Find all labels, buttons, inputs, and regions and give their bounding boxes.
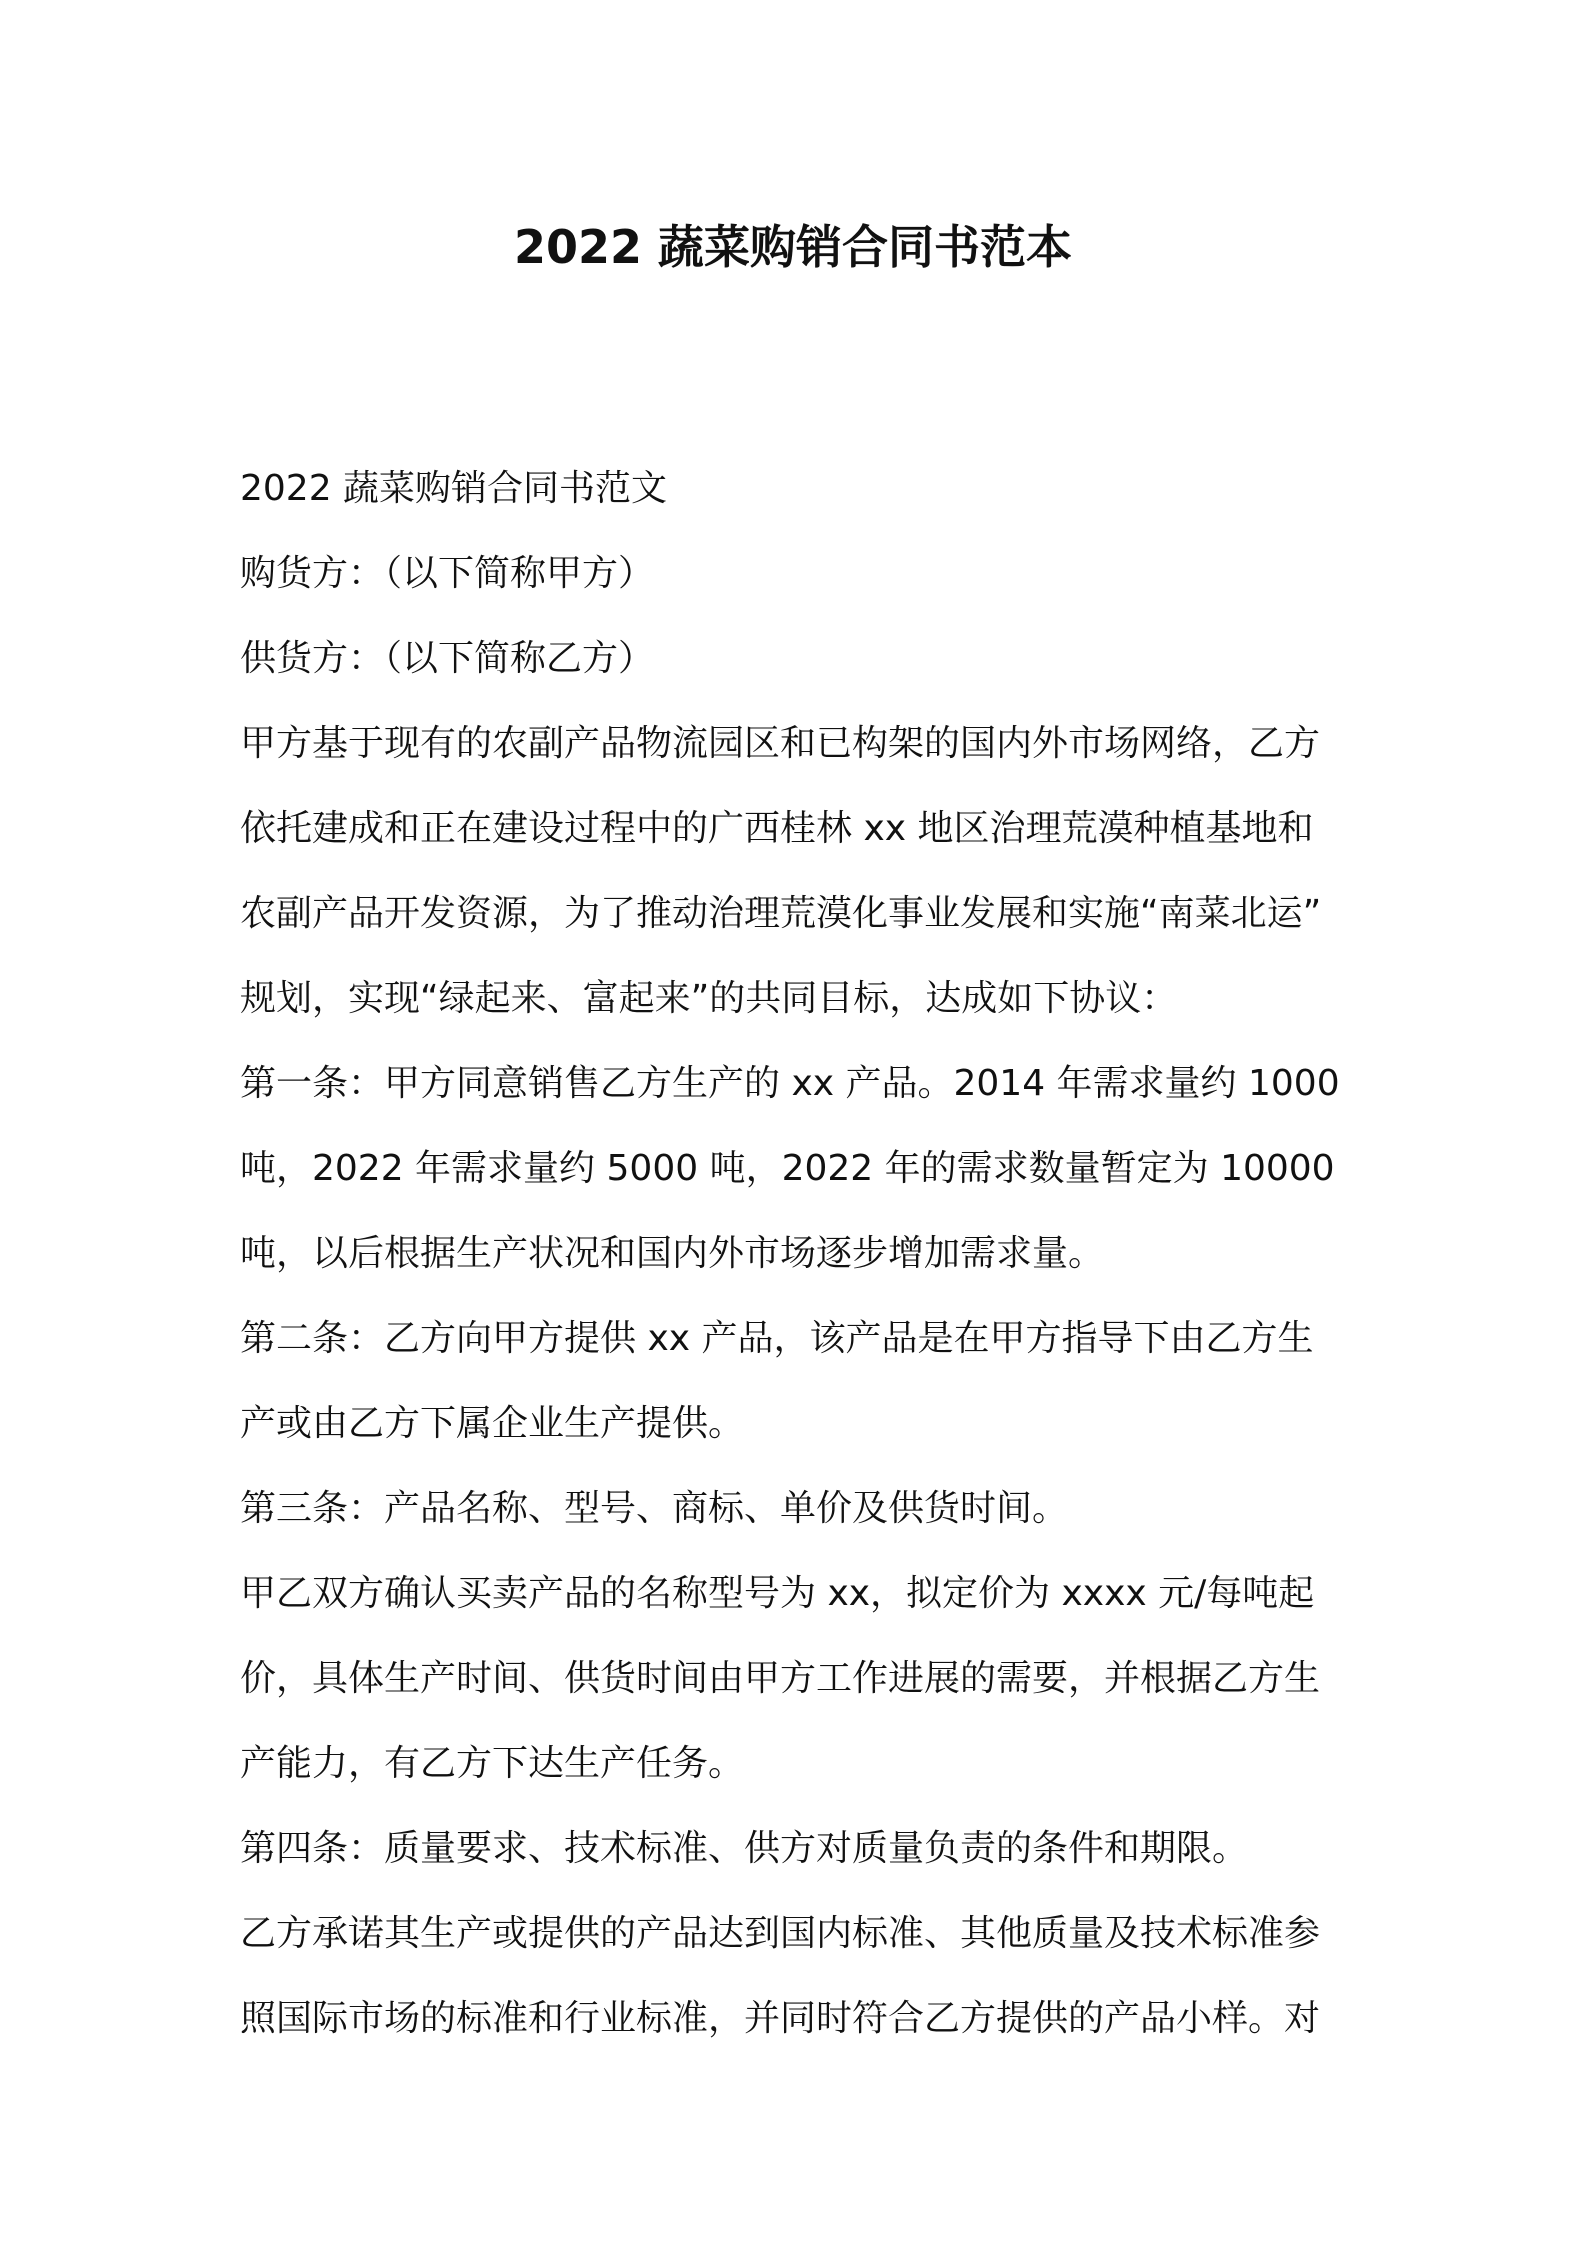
preamble-line: 规划，实现“绿起来、富起来”的共同目标，达成如下协议： xyxy=(240,978,1178,1019)
supplier-line: 供货方：（以下简称乙方） xyxy=(240,638,655,679)
document-title: 2022 蔬菜购销合同书范本 xyxy=(513,220,1073,274)
doc-subtitle: 2022 蔬菜购销合同书范文 xyxy=(240,468,668,509)
preamble-line: 农副产品开发资源，为了推动治理荒漠化事业发展和实施“南菜北运” xyxy=(240,893,1322,934)
article-3-line: 价，具体生产时间、供货时间由甲方工作进展的需要，并根据乙方生 xyxy=(240,1658,1321,1699)
article-1-line: 吨，2022 年需求量约 5000 吨，2022 年的需求数量暂定为 10000 xyxy=(240,1148,1335,1189)
article-2-line: 第二条：乙方向甲方提供 xx 产品，该产品是在甲方指导下由乙方生 xyxy=(240,1318,1314,1359)
article-4-line: 照国际市场的标准和行业标准，并同时符合乙方提供的产品小样。对 xyxy=(240,1998,1321,2039)
article-1-line: 第一条：甲方同意销售乙方生产的 xx 产品。2014 年需求量约 1000 xyxy=(240,1063,1340,1104)
article-3-heading: 第三条：产品名称、型号、商标、单价及供货时间。 xyxy=(240,1488,1069,1529)
article-3-line: 甲乙双方确认买卖产品的名称型号为 xx，拟定价为 xxxx 元/每吨起 xyxy=(240,1573,1315,1614)
preamble-line: 甲方基于现有的农副产品物流园区和已构架的国内外市场网络，乙方 xyxy=(240,723,1321,764)
document-body xyxy=(240,446,1360,2061)
buyer-line: 购货方：（以下简称甲方） xyxy=(240,553,655,594)
article-4-heading: 第四条：质量要求、技术标准、供方对质量负责的条件和期限。 xyxy=(240,1828,1249,1869)
article-4-line: 乙方承诺其生产或提供的产品达到国内标准、其他质量及技术标准参 xyxy=(240,1913,1321,1954)
article-3-line: 产能力，有乙方下达生产任务。 xyxy=(240,1743,745,1784)
preamble-line: 依托建成和正在建设过程中的广西桂林 xx 地区治理荒漠种植基地和 xyxy=(240,808,1314,849)
article-1-line: 吨，以后根据生产状况和国内外市场逐步增加需求量。 xyxy=(240,1233,1105,1274)
article-2-line: 产或由乙方下属企业生产提供。 xyxy=(240,1403,745,1444)
